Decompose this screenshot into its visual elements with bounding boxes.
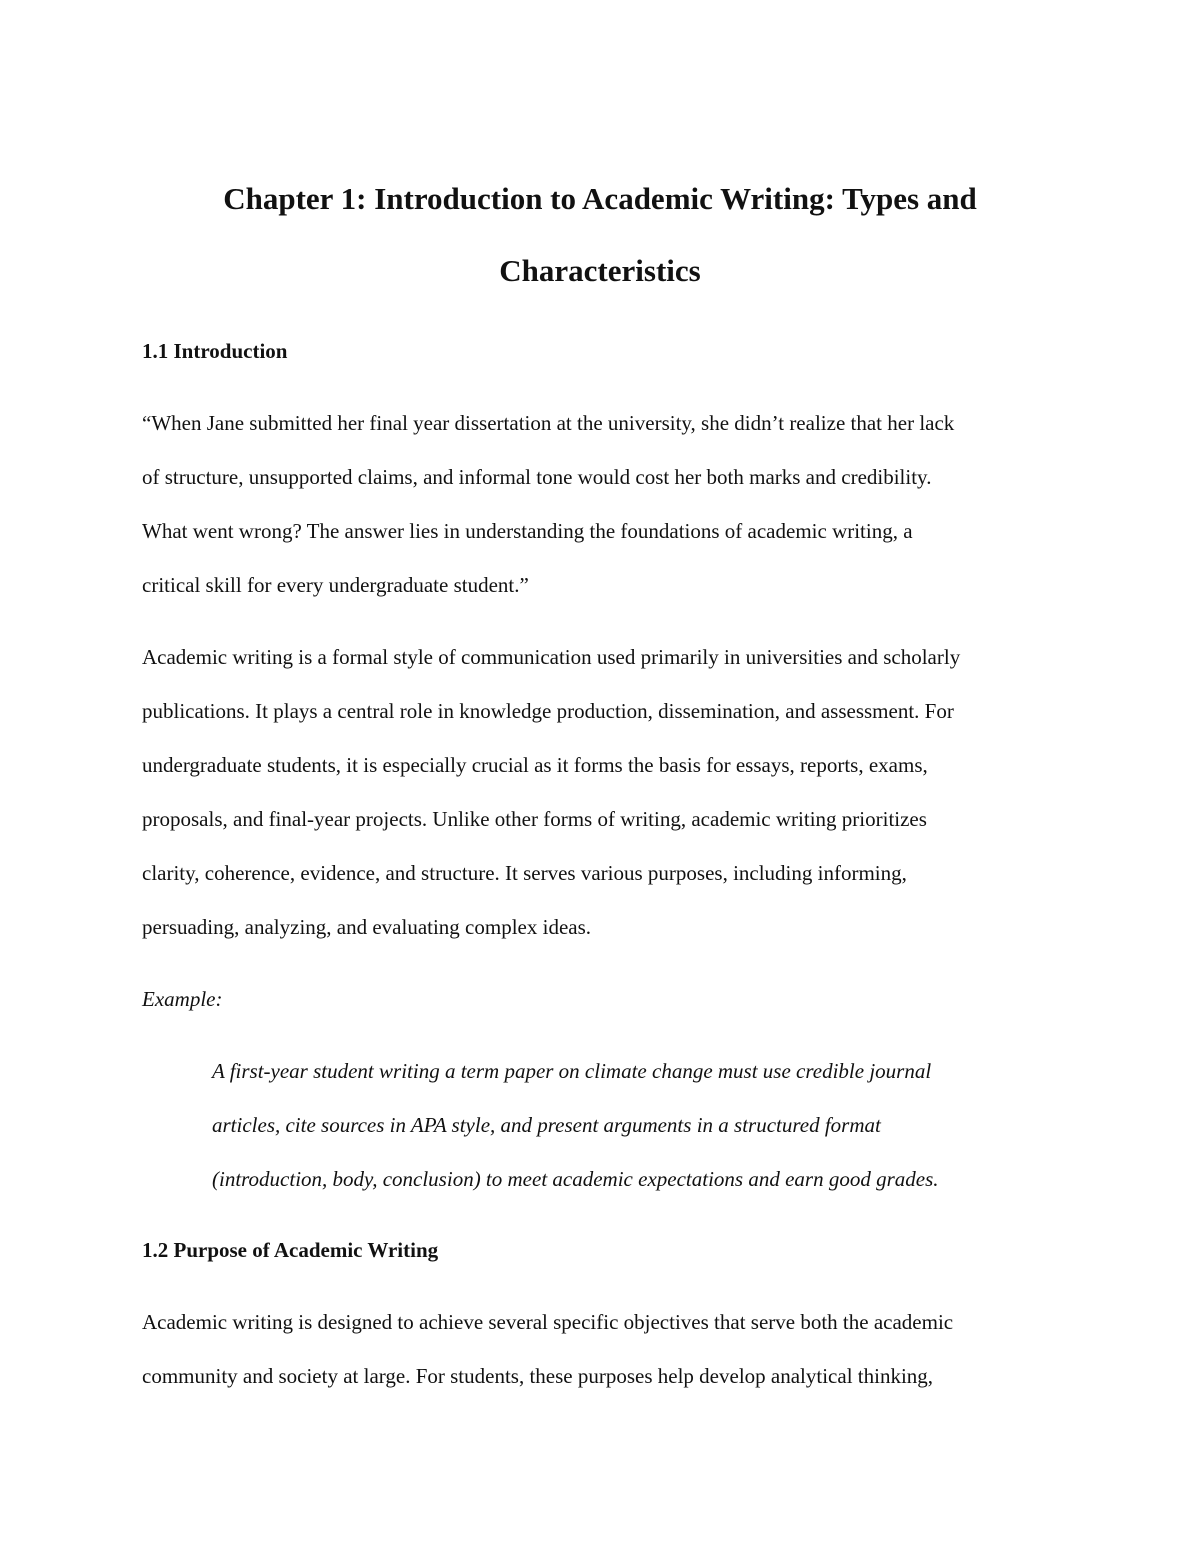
quote-line: critical skill for every undergraduate student.” — [142, 573, 529, 597]
example-line: articles, cite sources in APA style, and present arguments in a structured format — [212, 1113, 881, 1137]
paragraph-line: persuading, analyzing, and evaluating complex ideas. — [142, 915, 592, 939]
chapter-title-line-1: Chapter 1: Introduction to Academic Writing: Types and — [223, 181, 977, 216]
chapter-title-line-2: Characteristics — [499, 253, 701, 288]
example-line: A first-year student writing a term paper on climate change must use credible journal — [212, 1059, 932, 1083]
quote-line: What went wrong? The answer lies in understanding the foundations of academic writing, a — [142, 519, 913, 543]
quote-line: of structure, unsupported claims, and informal tone would cost her both marks and credibility. — [142, 465, 932, 489]
paragraph-line: clarity, coherence, evidence, and structure. It serves various purposes, including informing, — [142, 861, 907, 885]
paragraph-line: Academic writing is a formal style of communication used primarily in universities and scholarly — [142, 645, 961, 669]
paragraph-line: community and society at large. For students, these purposes help develop analytical thinking, — [142, 1364, 934, 1388]
paragraph-line: proposals, and final-year projects. Unlike other forms of writing, academic writing prioritizes — [142, 807, 927, 831]
section-heading-1-2: 1.2 Purpose of Academic Writing — [142, 1238, 439, 1262]
paragraph-line: publications. It plays a central role in knowledge production, dissemination, and assessment. For — [142, 699, 954, 723]
example-label: Example: — [142, 987, 223, 1011]
paragraph-line: Academic writing is designed to achieve several specific objectives that serve both the academic — [142, 1310, 954, 1334]
example-line: (introduction, body, conclusion) to meet academic expectations and earn good grades. — [212, 1167, 939, 1191]
section-heading-1-1: 1.1 Introduction — [142, 339, 288, 363]
quote-line: “When Jane submitted her final year dissertation at the university, she didn’t realize that her lack — [142, 411, 955, 435]
paragraph-line: undergraduate students, it is especially crucial as it forms the basis for essays, reports, exams, — [142, 753, 928, 777]
